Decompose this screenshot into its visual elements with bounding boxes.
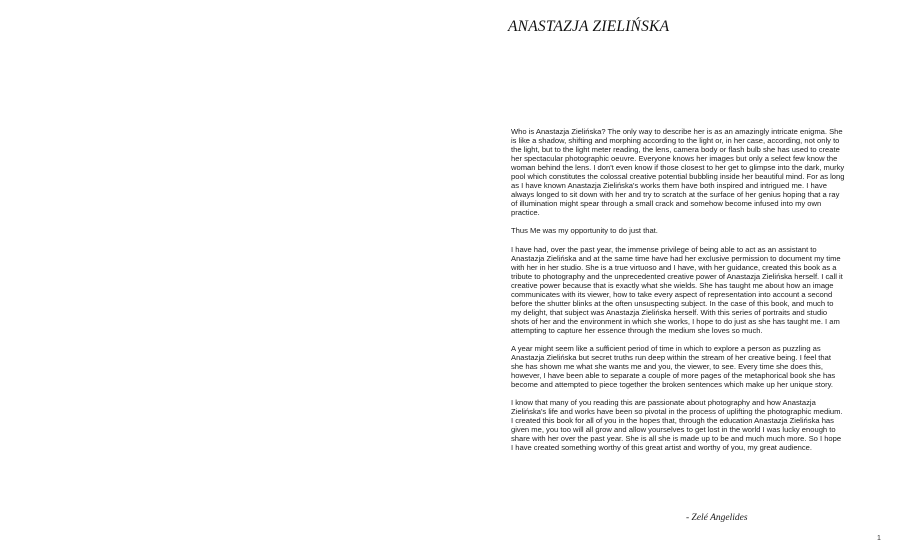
- paragraph-3: I have had, over the past year, the immense privilege of being able to act as an assistant to Anastazja Zielińska and at the same time have had her exclusive permission to document my time with her in her studio. She is a true virtuoso and I have, with her guidance, created this book as a tribute to photography and the unprecedented creative power of Anastazja Zielińska herself. I call it creative power because that is exactly what she wields. She has taught me about how an image communicates with its viewer, how to take every aspect of representation into account a second before the shutter blinks at the often unsuspecting subject. In the case of this book, and much to my delight, that subject was Anastazja Zielińska herself. With this series of portraits and studio shots of her and the environment in which she works, I hope to do just as she has taught me. I am attempting to capture her essence through the medium she loves so much.: [511, 244, 843, 335]
- page-title: ANASTAZJA ZIELIŃSKA: [508, 18, 670, 35]
- author-signature: - Zelé Angelides: [686, 513, 748, 523]
- paragraph-1: Who is Anastazja Zielińska? The only way to describe her is as an amazingly intricate enigma. She is like a shadow, shifting and morphing according to the light or, in her case, according, not only to the light, but to the light meter reading, the lens, camera body or flash bulb she has used to create her spectacular photographic oeuvre. Everyone knows her images but only a select few know the woman behind the lens. I don't even know if those closest to her get to glimpse into the dark, murky pool which constitutes the colossal creative potential bubbling inside her beautiful mind. For as long as I have known Anastazja Zielińska's works them have both inspired and intrigued me. I have always longed to sit down with her and try to scratch at the surface of her genius hoping that a ray of illumination might spear through a small crack and somehow become infused into my own practice.: [511, 127, 845, 218]
- paragraph-2: Thus Me was my opportunity to do just that.: [511, 226, 658, 236]
- paragraph-4: A year might seem like a sufficient period of time in which to explore a person as puzzling as Anastazja Zielińska but secret truths run deep within the stream of her creative being. I feel that she has shown me what she wants me and you, the viewer, to see. Every time she does this, however, I have been able to separate a couple of more pages of the metaphorical book she has become and attempted to piece together the broken sentences which make up her unique story.: [511, 343, 836, 390]
- page-number: 1: [877, 535, 881, 542]
- paragraph-5: I know that many of you reading this are passionate about photography and how Anastazja Zielińska's life and works have been so pivotal in the process of uplifting the photographic medium. I created this book for all of you in the hopes that, through the education Anastazja Zielińska has given me, you too will all grow and allow yourselves to get lost in the world I was lucky enough to share with her over the past year. She is all she is made up to be and much much more. So I hope I have created something worthy of this great artist and worthy of you, my great audience.: [511, 398, 843, 453]
- foreword-text: [511, 127, 845, 462]
- right-page: [450, 0, 900, 554]
